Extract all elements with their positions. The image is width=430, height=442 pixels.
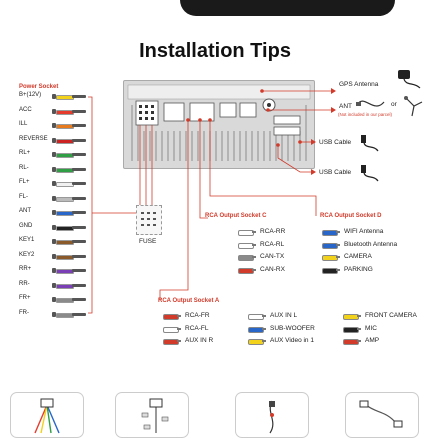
power-pin-label: FL-	[19, 193, 28, 200]
rca-item-label: Bluetooth Antenna	[344, 240, 398, 248]
fuse-label: FUSE	[139, 238, 157, 245]
power-pin-label: ANT	[19, 208, 31, 214]
rca-plug-tip	[336, 244, 340, 246]
power-pin-label: RR+	[19, 266, 32, 272]
rca-d-heading: RCA Output Socket D	[320, 213, 382, 219]
rca-plug-tip	[336, 269, 340, 271]
gps-antenna-icon	[392, 68, 422, 90]
power-socket-heading: Power Socket	[19, 84, 59, 90]
usb-cable-icon-2	[358, 163, 380, 183]
rca-item-label: AUX IN L	[270, 312, 298, 319]
power-pin-label: FR+	[19, 295, 31, 301]
rca-plug-tip	[252, 269, 256, 271]
fuse-icon	[137, 206, 161, 234]
power-pin-label: RL-	[19, 164, 29, 171]
rca-plug-tip	[252, 256, 256, 258]
power-pin-label: ILL	[19, 121, 28, 127]
rca-plug-tip	[336, 256, 340, 258]
rca-plug-tip	[357, 315, 361, 317]
fuse-block	[136, 205, 162, 235]
ant-label: ANT	[339, 103, 352, 110]
power-pin-label: FR-	[19, 309, 29, 316]
rca-item-label: FRONT CAMERA	[365, 312, 417, 319]
rca-item-label: RCA-RR	[260, 228, 286, 235]
rca-item-label: AUX Video in 1	[270, 337, 314, 344]
rca-plug-tip	[262, 340, 266, 342]
rca-item-label: WIFI Antenna	[344, 228, 384, 235]
rca-item-label: RCA-FR	[185, 312, 210, 319]
extension-cable-icon	[346, 393, 418, 437]
cable-card-4	[345, 392, 419, 438]
rca-plug-tip	[177, 340, 181, 342]
rca-item-label: CAN-RX	[260, 265, 285, 273]
rca-item-label: RCA-RL	[260, 240, 285, 248]
power-pin-label: RR-	[19, 280, 30, 287]
power-pin-label: FL+	[19, 179, 30, 185]
rca-item-label: AMP	[365, 337, 380, 344]
rca-item-label: SUB-WOOFER	[270, 324, 315, 332]
rca-item-label: CAN-TX	[260, 253, 285, 260]
power-pin-label: RL+	[19, 150, 31, 156]
cable-card-2	[115, 392, 189, 438]
wiring-harness-icon	[11, 393, 83, 437]
rca-a-heading: RCA Output Socket A	[158, 298, 220, 304]
ant-cable-icon	[356, 94, 386, 114]
cable-card-1	[10, 392, 84, 438]
ant-note: (Not included in our parcel)	[338, 112, 393, 117]
power-pin-label: B+(12V)	[19, 92, 42, 98]
usb-cable-icon-1	[358, 133, 380, 153]
ant-adapter-icon	[402, 94, 426, 118]
rca-plug-tip	[357, 328, 361, 330]
rca-plug-tip	[262, 328, 266, 330]
gps-antenna-label: GPS Antenna	[339, 81, 379, 88]
rca-plug-tip	[177, 328, 181, 330]
rca-item-label: MIC	[365, 324, 377, 332]
power-pin-label: KEY2	[19, 251, 35, 258]
rca-plug-tip	[357, 340, 361, 342]
rca-harness-icon	[116, 393, 188, 437]
rca-c-heading: RCA Output Socket C	[205, 213, 267, 219]
rca-plug-tip	[262, 315, 266, 317]
rca-plug-tip	[336, 231, 340, 233]
usb-cable-label-2: USB Cable	[319, 169, 352, 176]
power-pin-label: KEY1	[19, 237, 35, 243]
or-label: or	[391, 101, 397, 108]
rca-item-label: AUX IN R	[185, 337, 214, 344]
rca-item-label: RCA-FL	[185, 324, 209, 332]
power-pin-label: ACC	[19, 106, 32, 113]
rca-plug-tip	[177, 315, 181, 317]
power-pin-label: GND	[19, 222, 33, 229]
power-pin-label: REVERSE	[19, 135, 48, 142]
rca-item-label: CAMERA	[344, 253, 372, 260]
rca-plug-tip	[252, 231, 256, 233]
usb-cable-product-icon	[236, 393, 308, 437]
page-title: Installation Tips	[139, 40, 291, 62]
cable-card-3	[235, 392, 309, 438]
usb-cable-label-1: USB Cable	[319, 139, 352, 146]
rca-plug-tip	[252, 244, 256, 246]
rca-item-label: PARKING	[344, 265, 373, 273]
